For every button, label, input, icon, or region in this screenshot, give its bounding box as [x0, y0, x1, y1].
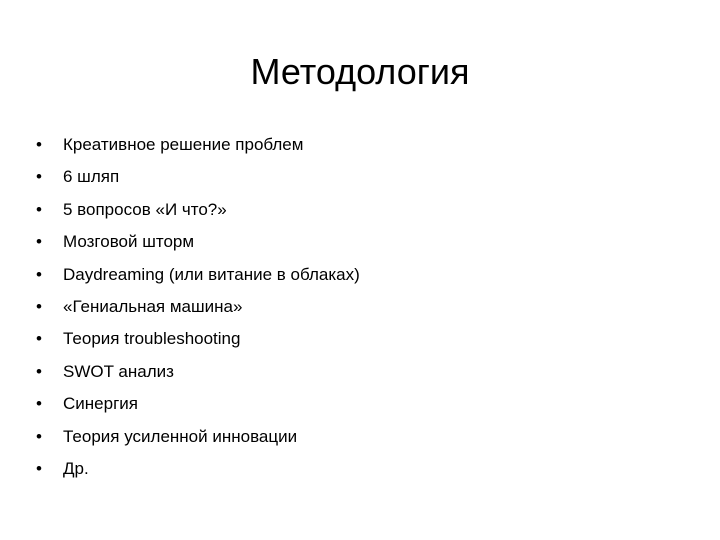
bullet-icon: • [36, 264, 42, 284]
list-item [36, 226, 686, 258]
list-item-text: Креативное решение проблем [63, 135, 304, 154]
bullet-icon: • [36, 135, 42, 154]
list-item-text: Мозговой шторм [63, 232, 195, 252]
list-item [36, 194, 686, 226]
bullet-icon: • [36, 426, 42, 446]
bullet-icon: • [36, 394, 42, 414]
list-item-text: Теория усиленной инновации [63, 426, 298, 446]
list-item [36, 291, 686, 323]
list-item-text: Daydreaming (или витание в облаках) [63, 264, 360, 284]
list-item-text: 5 вопросов «И что?» [63, 199, 227, 219]
bullet-icon: • [36, 199, 42, 219]
list-item [36, 421, 686, 453]
bullet-list [36, 129, 686, 485]
list-item [36, 161, 686, 193]
list-item [36, 129, 686, 161]
list-item-text: «Гениальная машина» [63, 296, 243, 316]
list-item-text: Синергия [63, 394, 138, 414]
list-item-text: 6 шляп [63, 167, 120, 187]
bullet-icon: • [36, 296, 42, 316]
list-item [36, 453, 686, 485]
bullet-icon: • [36, 458, 42, 478]
bullet-icon: • [36, 232, 42, 252]
list-item [36, 323, 686, 355]
slide-title: Методология [250, 51, 470, 92]
list-item-text: Др. [63, 458, 89, 478]
bullet-icon: • [36, 167, 42, 187]
list-item-text: SWOT анализ [63, 361, 174, 381]
list-item [36, 356, 686, 388]
list-item [36, 388, 686, 420]
bullet-icon: • [36, 329, 42, 349]
list-item-text: Теория troubleshooting [63, 329, 241, 349]
list-item [36, 259, 686, 291]
bullet-icon: • [36, 361, 42, 381]
